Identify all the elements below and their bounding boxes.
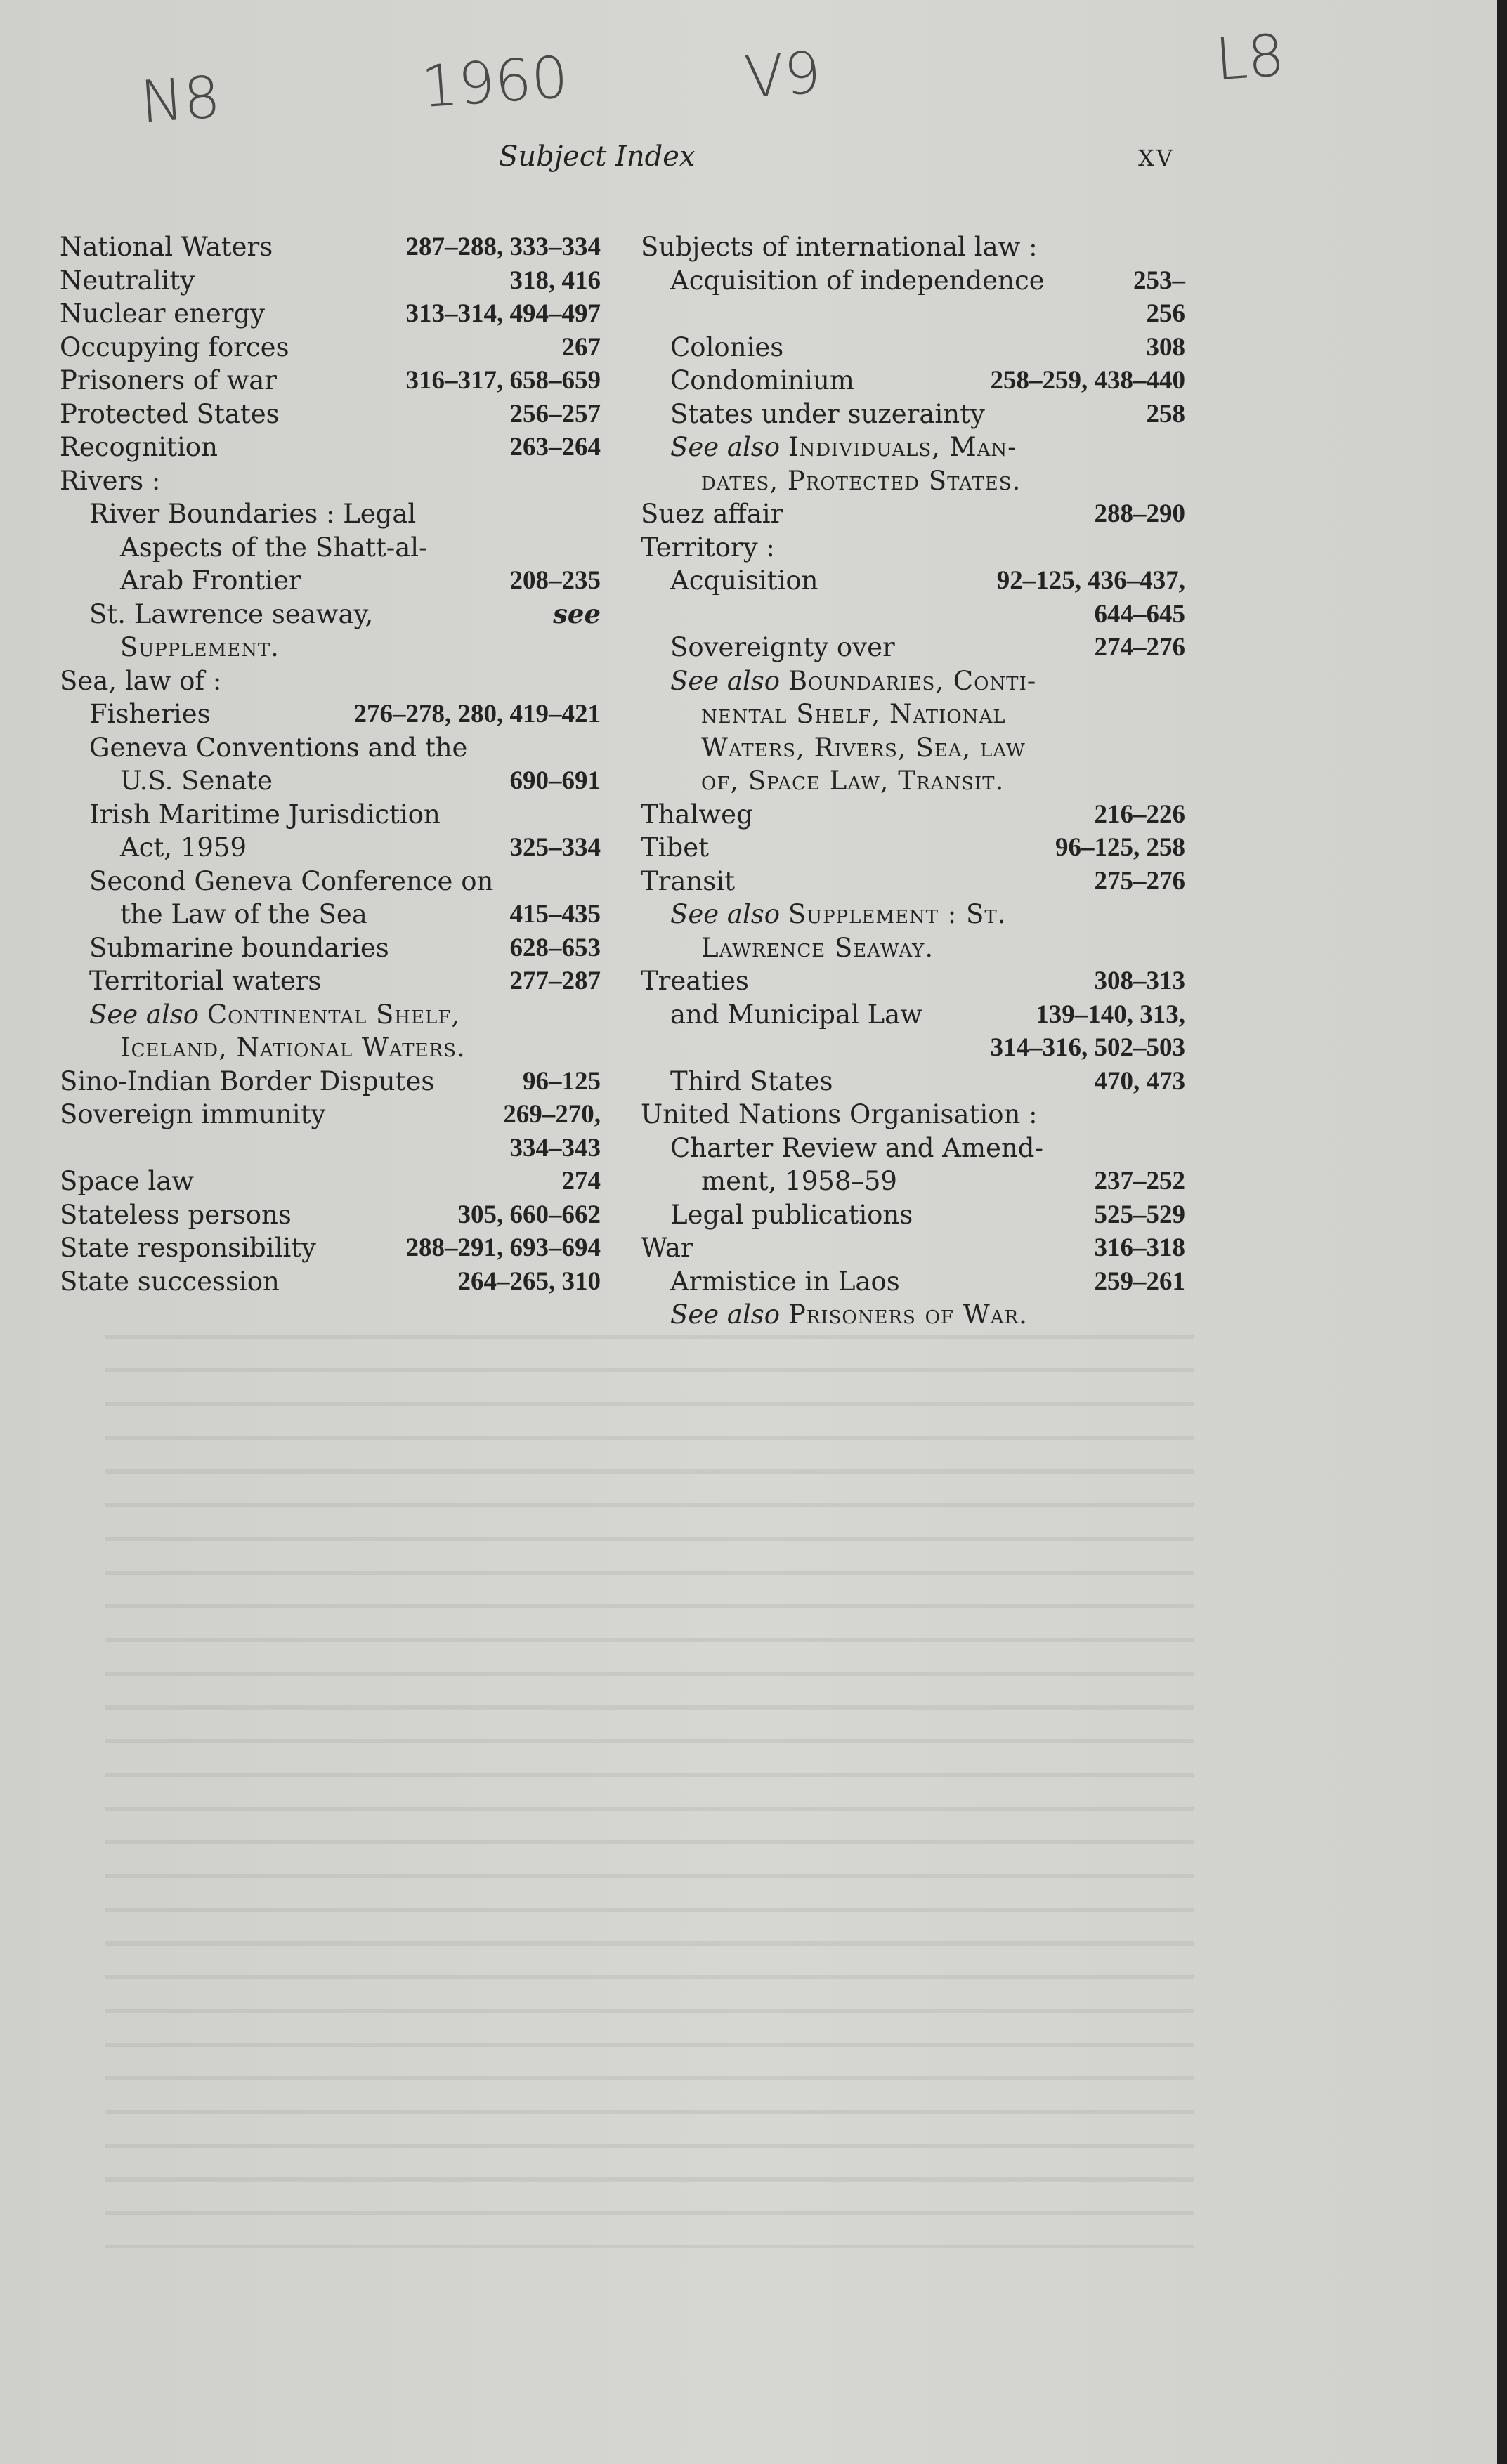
index-entry — [60, 664, 601, 698]
index-entry — [60, 1098, 601, 1132]
index-entry-term — [670, 631, 895, 664]
index-entry-term — [60, 297, 265, 331]
page-title: Subject Index — [499, 140, 696, 173]
page-reference: 415–435 — [509, 900, 601, 929]
index-entry — [641, 664, 1185, 698]
term-text: Recognition — [60, 432, 218, 462]
index-entry — [60, 264, 601, 298]
page-edge-shadow — [1497, 0, 1507, 2464]
term-text: Territorial waters — [89, 966, 322, 996]
page-reference: 308 — [1146, 332, 1185, 362]
index-entry — [641, 564, 1185, 598]
index-entry-term — [641, 964, 749, 998]
page-reference: 96–125, 258 — [1055, 833, 1185, 862]
see-also-label: See also — [670, 432, 781, 462]
index-entry — [641, 398, 1185, 431]
index-entry-term — [120, 564, 301, 598]
term-text: ment, 1958–59 — [701, 1166, 897, 1196]
index-entry — [641, 1098, 1185, 1132]
page-reference: 690–691 — [509, 766, 601, 795]
index-entry — [641, 297, 1185, 331]
index-entry-term — [670, 898, 1006, 931]
index-entry — [641, 464, 1185, 498]
index-entry-term — [641, 1231, 693, 1265]
page-reference: 208–235 — [509, 566, 601, 595]
page-reference: 259–261 — [1094, 1266, 1185, 1296]
term-text: Suez affair — [641, 499, 783, 529]
index-column-right — [641, 230, 1185, 1332]
page-reference: 256 — [1146, 299, 1185, 328]
index-entry-term — [120, 531, 428, 565]
handwritten-volume: V9 — [742, 39, 823, 112]
index-entry — [641, 931, 1185, 965]
page-reference: 253– — [1133, 266, 1185, 295]
index-entry — [641, 1132, 1185, 1165]
index-entry — [641, 1265, 1185, 1299]
index-entry — [60, 331, 601, 365]
page-reference: see — [553, 598, 601, 629]
index-entry-term — [89, 798, 441, 832]
index-entry-term — [60, 230, 273, 264]
page-reference: 264–265, 310 — [457, 1266, 601, 1296]
index-entry — [60, 497, 601, 531]
index-entry-term — [670, 264, 1045, 298]
term-text: St. Lawrence seaway, — [89, 598, 374, 629]
page-reference: 305, 660–662 — [457, 1200, 601, 1229]
page-reference: 275–276 — [1094, 866, 1185, 896]
page-reference: 525–529 — [1094, 1200, 1185, 1229]
term-text: Sino-Indian Border Disputes — [60, 1066, 435, 1096]
page-reference: 96–125 — [523, 1066, 601, 1096]
index-entry-term — [60, 331, 289, 365]
term-text: States under suzerainty — [670, 398, 985, 429]
index-entry — [641, 631, 1185, 664]
handwritten-note-right: L8 — [1213, 22, 1287, 94]
index-entry-term — [670, 1132, 1043, 1165]
cross-reference: Iceland, National Waters. — [120, 1033, 466, 1063]
term-text: Acquisition — [670, 565, 818, 596]
index-entry — [60, 865, 601, 898]
index-entry — [60, 1231, 601, 1265]
term-text: Stateless persons — [60, 1199, 292, 1230]
index-entry-term — [701, 464, 1021, 498]
term-text: Condominium — [670, 365, 854, 395]
page-number: XV — [1138, 145, 1175, 171]
term-text: Thalweg — [641, 799, 753, 830]
term-text: Acquisition of independence — [670, 265, 1045, 296]
index-entry-term — [701, 764, 1004, 798]
term-text: Irish Maritime Jurisdiction — [89, 799, 441, 830]
page-reference: 316–317, 658–659 — [405, 366, 601, 395]
see-also-label: See also — [670, 665, 781, 696]
index-entry-term — [89, 998, 460, 1032]
page-reference: 256–257 — [509, 399, 601, 428]
page-reference: 274–276 — [1094, 633, 1185, 662]
page-reference: 313–314, 494–497 — [405, 299, 601, 328]
index-entry — [641, 364, 1185, 398]
index-entry-term — [120, 1031, 466, 1065]
index-entry — [641, 798, 1185, 832]
index-entry — [60, 1065, 601, 1099]
index-entry — [641, 731, 1185, 765]
index-entry — [60, 1165, 601, 1198]
cross-reference: Individuals, Man- — [788, 432, 1017, 462]
page-reference: 263–264 — [509, 433, 601, 461]
page-reference: 316–318 — [1094, 1233, 1185, 1262]
page-reference: 258 — [1146, 399, 1185, 428]
reverse-side-bleed-through — [105, 1335, 1194, 2248]
page-reference: 644–645 — [1094, 599, 1185, 629]
term-text: Prisoners of war — [60, 365, 277, 395]
index-entry-term — [60, 431, 218, 464]
index-entry-term — [60, 364, 277, 398]
term-text: and Municipal Law — [670, 999, 922, 1030]
index-entry — [60, 598, 601, 631]
index-entry-term — [641, 230, 1038, 264]
index-entry — [641, 1231, 1185, 1265]
index-entry-term — [89, 598, 373, 631]
term-text: Third States — [670, 1066, 833, 1096]
index-entry-term — [641, 1098, 1038, 1132]
handwritten-note-left: N8 — [138, 64, 223, 136]
term-text: Protected States — [60, 398, 280, 429]
see-also-label: See also — [670, 1299, 781, 1330]
index-entry — [60, 831, 601, 865]
index-entry-term — [60, 1098, 325, 1132]
index-entry-term — [89, 697, 211, 731]
cross-reference: dates, Protected States. — [701, 465, 1022, 496]
index-entry — [60, 1031, 601, 1065]
index-entry-term — [89, 865, 493, 898]
index-entry-term — [670, 431, 1017, 464]
index-entry-term — [670, 664, 1036, 698]
index-entry-term — [120, 764, 273, 798]
index-entry-term — [670, 364, 854, 398]
index-entry-term — [641, 831, 709, 865]
cross-reference: of, Space Law, Transit. — [701, 766, 1005, 796]
index-entry — [641, 1298, 1185, 1332]
term-text: Second Geneva Conference on — [89, 865, 494, 896]
index-entry-term — [670, 564, 818, 598]
term-text: Tibet — [641, 832, 709, 863]
page-reference: 334–343 — [509, 1133, 601, 1162]
term-text: Sea, law of : — [60, 665, 222, 696]
index-entry-term — [701, 697, 1005, 731]
index-entry — [60, 998, 601, 1032]
page-reference: 274 — [561, 1167, 601, 1195]
index-entry — [60, 1132, 601, 1165]
index-entry — [641, 1065, 1185, 1099]
term-text: U.S. Senate — [120, 766, 273, 796]
page-reference: 628–653 — [509, 933, 601, 962]
term-text: Act, 1959 — [120, 832, 247, 863]
index-entry — [641, 230, 1185, 264]
index-entry — [60, 764, 601, 798]
cross-reference: Prisoners of War. — [788, 1299, 1028, 1330]
term-text: Occupying forces — [60, 332, 289, 362]
index-entry — [60, 697, 601, 731]
index-entry — [60, 964, 601, 998]
page-reference: 288–291, 693–694 — [405, 1233, 601, 1262]
term-text: Subjects of international law : — [641, 232, 1038, 262]
index-entry-term — [641, 531, 775, 565]
term-text: State succession — [60, 1266, 280, 1297]
index-entry — [60, 931, 601, 965]
term-text: National Waters — [60, 232, 273, 262]
index-entry-term — [701, 731, 1026, 765]
page-reference: 318, 416 — [509, 266, 601, 295]
index-entry — [60, 230, 601, 264]
index-entry — [641, 898, 1185, 931]
term-text: United Nations Organisation : — [641, 1099, 1038, 1129]
index-entry-term — [670, 331, 783, 365]
page-reference: 258–259, 438–440 — [990, 366, 1185, 395]
term-text: Territory : — [641, 532, 775, 563]
term-text: Space law — [60, 1166, 195, 1196]
term-text: Charter Review and Amend- — [670, 1132, 1043, 1163]
term-text: Geneva Conventions and the — [89, 732, 468, 763]
index-entry — [60, 798, 601, 832]
index-entry-term — [670, 1198, 913, 1232]
page-reference: 139–140, 313, — [1036, 1000, 1185, 1029]
index-entry — [641, 264, 1185, 298]
term-text: Submarine boundaries — [89, 932, 389, 963]
page-reference: 277–287 — [509, 966, 601, 995]
term-text: Nuclear energy — [60, 299, 266, 329]
index-entry-term — [60, 1165, 194, 1198]
index-entry-term — [60, 1265, 280, 1299]
cross-reference: Boundaries, Conti- — [788, 665, 1037, 696]
index-entry — [60, 631, 601, 664]
index-entry — [60, 731, 601, 765]
term-text: Legal publications — [670, 1199, 913, 1230]
index-entry-term — [641, 798, 753, 832]
term-text: Armistice in Laos — [670, 1266, 900, 1297]
page-reference: 314–316, 502–503 — [990, 1033, 1185, 1062]
see-also-label: See also — [670, 899, 781, 929]
index-entry-term — [60, 1198, 292, 1232]
index-entry — [641, 431, 1185, 464]
index-entry — [60, 1198, 601, 1232]
handwritten-year: 1960 — [419, 44, 570, 122]
page-reference: 237–252 — [1094, 1167, 1185, 1195]
page-reference: 216–226 — [1094, 799, 1185, 829]
term-text: Sovereign immunity — [60, 1099, 326, 1129]
index-entry — [641, 998, 1185, 1032]
index-entry-term — [120, 631, 280, 664]
term-text: Colonies — [670, 332, 784, 362]
index-entry-term — [120, 898, 367, 931]
term-text: Aspects of the Shatt-al- — [120, 532, 428, 563]
index-entry-term — [701, 1165, 897, 1198]
page-reference: 287–288, 333–334 — [405, 232, 601, 261]
page-reference: 288–290 — [1094, 499, 1185, 528]
term-text: Supplement. — [120, 632, 280, 662]
index-entry-term — [60, 1231, 316, 1265]
page-reference: 269–270, — [503, 1100, 601, 1129]
index-entry-term — [60, 664, 221, 698]
index-entry-term — [60, 464, 160, 498]
index-entry — [60, 464, 601, 498]
term-text: Neutrality — [60, 265, 195, 296]
index-entry — [641, 497, 1185, 531]
index-entry — [60, 364, 601, 398]
index-entry — [60, 564, 601, 598]
index-entry-term — [670, 1065, 833, 1099]
term-text: Arab Frontier — [120, 565, 301, 596]
index-entry-term — [89, 931, 389, 965]
index-entry-term — [641, 497, 783, 531]
index-entry-term — [670, 998, 922, 1032]
index-entry — [641, 831, 1185, 865]
cross-reference: Continental Shelf, — [207, 999, 461, 1030]
term-text: the Law of the Sea — [120, 899, 367, 929]
index-entry-term — [670, 1265, 900, 1299]
index-entry — [641, 1165, 1185, 1198]
index-entry — [641, 697, 1185, 731]
page-reference: 267 — [561, 332, 601, 362]
index-entry — [641, 865, 1185, 898]
index-entry-term — [60, 398, 280, 431]
term-text: Treaties — [641, 966, 749, 996]
index-entry-term — [60, 264, 195, 298]
page-reference: 276–278, 280, 419–421 — [353, 700, 601, 728]
page-reference: 325–334 — [509, 833, 601, 862]
term-text: Sovereignty over — [670, 632, 895, 662]
index-entry — [60, 398, 601, 431]
cross-reference: Lawrence Seaway. — [701, 932, 934, 963]
term-text: State responsibility — [60, 1233, 316, 1263]
index-column-left — [60, 230, 601, 1298]
page-reference: 308–313 — [1094, 966, 1185, 995]
index-entry — [60, 297, 601, 331]
index-entry-term — [89, 964, 321, 998]
index-entry — [641, 531, 1185, 565]
term-text: River Boundaries : Legal — [89, 499, 417, 529]
index-entry — [60, 531, 601, 565]
index-entry — [641, 598, 1185, 631]
page-reference: 470, 473 — [1094, 1066, 1185, 1096]
index-entry — [60, 898, 601, 931]
index-entry-term — [89, 497, 416, 531]
index-entry — [60, 431, 601, 464]
see-also-label: See also — [89, 999, 200, 1030]
index-entry — [641, 1031, 1185, 1065]
cross-reference: nental Shelf, National — [701, 699, 1006, 729]
index-entry-term — [120, 831, 247, 865]
index-entry-term — [701, 931, 934, 965]
cross-reference: Supplement : St. — [788, 899, 1007, 929]
index-entry-term — [89, 731, 467, 765]
index-entry — [641, 764, 1185, 798]
term-text: War — [641, 1233, 693, 1263]
page-reference: 92–125, 436–437, — [996, 566, 1185, 595]
index-entry — [641, 331, 1185, 365]
term-text: Rivers : — [60, 465, 161, 496]
index-entry — [60, 1265, 601, 1299]
index-entry-term — [670, 1298, 1028, 1332]
index-entry-term — [670, 398, 985, 431]
index-entry — [641, 1198, 1185, 1232]
term-text: Fisheries — [89, 699, 211, 729]
index-entry-term — [641, 865, 735, 898]
cross-reference: Waters, Rivers, Sea, law — [701, 732, 1026, 763]
index-entry-term — [60, 1065, 434, 1099]
term-text: Transit — [641, 865, 735, 896]
index-entry — [641, 964, 1185, 998]
